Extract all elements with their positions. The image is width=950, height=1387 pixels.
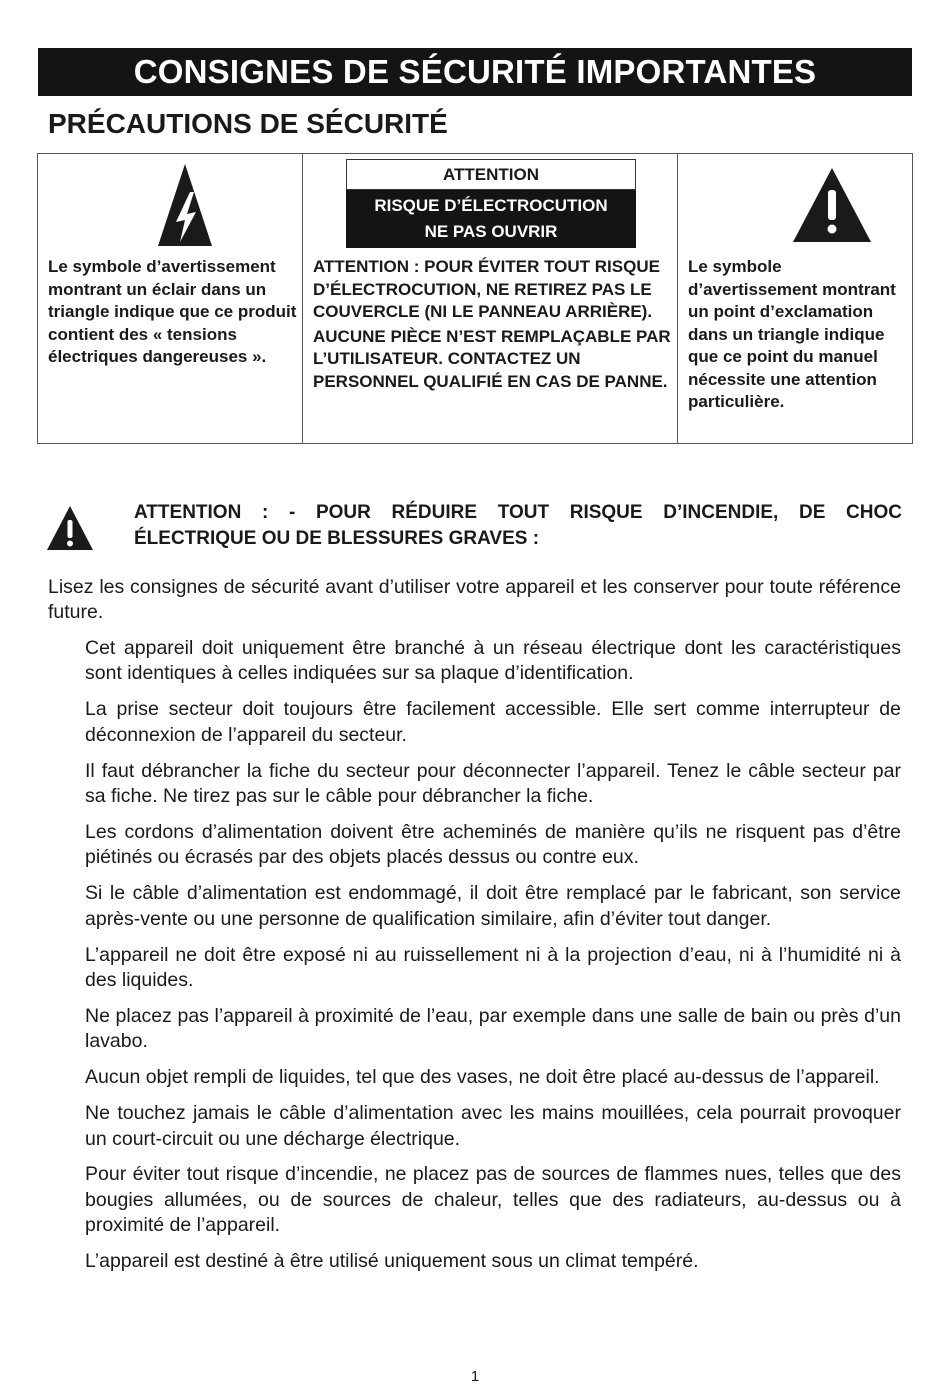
warning-line-1: ATTENTION : - POUR RÉDUIRE TOUT RISQUE D’INCENDIE, DE CHOC bbox=[134, 502, 902, 523]
safety-instructions-list bbox=[85, 636, 901, 1285]
section-title: PRÉCAUTIONS DE SÉCURITÉ bbox=[48, 108, 448, 139]
warning-heading bbox=[46, 500, 902, 560]
caution-description bbox=[313, 256, 675, 393]
lightning-triangle-icon bbox=[156, 162, 214, 248]
exclamation-triangle-icon bbox=[791, 166, 873, 244]
table-cell-exclamation bbox=[678, 154, 912, 443]
list-item: L’appareil est destiné à être utilisé uniquement sous un climat tempéré. bbox=[85, 1250, 699, 1273]
list-item: La prise secteur doit toujours être facilement accessible. Elle sert comme interrupteur de déconnexion de l’appareil du secteur. bbox=[85, 698, 901, 746]
caution-label-body bbox=[346, 190, 636, 248]
list-item: Ne touchez jamais le câble d’alimentation avec les mains mouillées, cela pourrait provoquer un court-circuit ou une décharge électrique. bbox=[85, 1102, 901, 1150]
warning-line-2: ÉLECTRIQUE OU DE BLESSURES GRAVES : bbox=[134, 528, 540, 549]
list-item: L’appareil ne doit être exposé ni au ruissellement ni à la projection d’eau, ni à l’humidité ni à des liquides. bbox=[85, 943, 901, 991]
page-number: 1 bbox=[470, 1368, 480, 1385]
caution-label bbox=[346, 159, 636, 251]
list-item: Aucun objet rempli de liquides, tel que des vases, ne doit être placé au-dessus de l’appareil. bbox=[85, 1066, 880, 1089]
caution-text-1: ATTENTION : POUR ÉVITER TOUT RISQUE D’ÉLECTROCUTION, NE RETIREZ PAS LE COUVERCLE (NI LE PANNEAU ARRIÈRE). bbox=[313, 257, 660, 321]
exclamation-symbol-description: Le symbole d’avertissement montrant un point d’exclamation dans un triangle indique que ce point du manuel nécessite une attention particulière. bbox=[688, 257, 896, 411]
list-item: Les cordons d’alimentation doivent être acheminés de manière qu’ils ne risquent pas d’être piétinés ou écrasés par des objets placés dessus ou contre eux. bbox=[85, 820, 901, 869]
list-item: Cet appareil doit uniquement être branché à un réseau électrique dont les caractéristiques sont identiques à celles indiquées sur sa plaque d’identification. bbox=[85, 637, 901, 685]
safety-symbols-table bbox=[37, 153, 913, 444]
list-item: Si le câble d’alimentation est endommagé, il doit être remplacé par le fabricant, son service après-vente ou une personne de qualification similaire, afin d’éviter tout danger. bbox=[85, 882, 901, 930]
lightning-symbol-description: Le symbole d’avertissement montrant un éclair dans un triangle indique que ce produit contient des « tensions électriques dangereuses ». bbox=[48, 257, 297, 366]
list-item: Pour éviter tout risque d’incendie, ne placez pas de sources de flammes nues, telles que des bougies allumées, ou de sources de chaleur, telles que des radiateurs, au-dessus ou à proximité de l’appareil. bbox=[85, 1163, 901, 1237]
list-item: Il faut débrancher la fiche du secteur pour déconnecter l’appareil. Tenez le câble secteur par sa fiche. Ne tirez pas sur le câble pour débrancher la fiche. bbox=[85, 759, 901, 808]
caution-label-line1: RISQUE D’ÉLECTROCUTION bbox=[374, 196, 608, 215]
caution-label-head: ATTENTION bbox=[346, 159, 636, 190]
table-cell-caution bbox=[303, 154, 678, 443]
page-title-banner: CONSIGNES DE SÉCURITÉ IMPORTANTES bbox=[38, 48, 912, 96]
table-cell-lightning bbox=[38, 154, 303, 443]
warning-text bbox=[134, 500, 902, 552]
warning-triangle-icon bbox=[46, 505, 94, 551]
intro-paragraph: Lisez les consignes de sécurité avant d’utiliser votre appareil et les conserver pour toute référence future. bbox=[48, 576, 901, 623]
caution-text-2: AUCUNE PIÈCE N’EST REMPLAÇABLE PAR L’UTILISATEUR. CONTACTEZ UN PERSONNEL QUALIFIÉ EN CAS DE PANNE. bbox=[313, 326, 671, 391]
caution-label-line2: NE PAS OUVRIR bbox=[424, 222, 558, 241]
list-item: Ne placez pas l’appareil à proximité de l’eau, par exemple dans une salle de bain ou près d’un lavabo. bbox=[85, 1004, 901, 1053]
